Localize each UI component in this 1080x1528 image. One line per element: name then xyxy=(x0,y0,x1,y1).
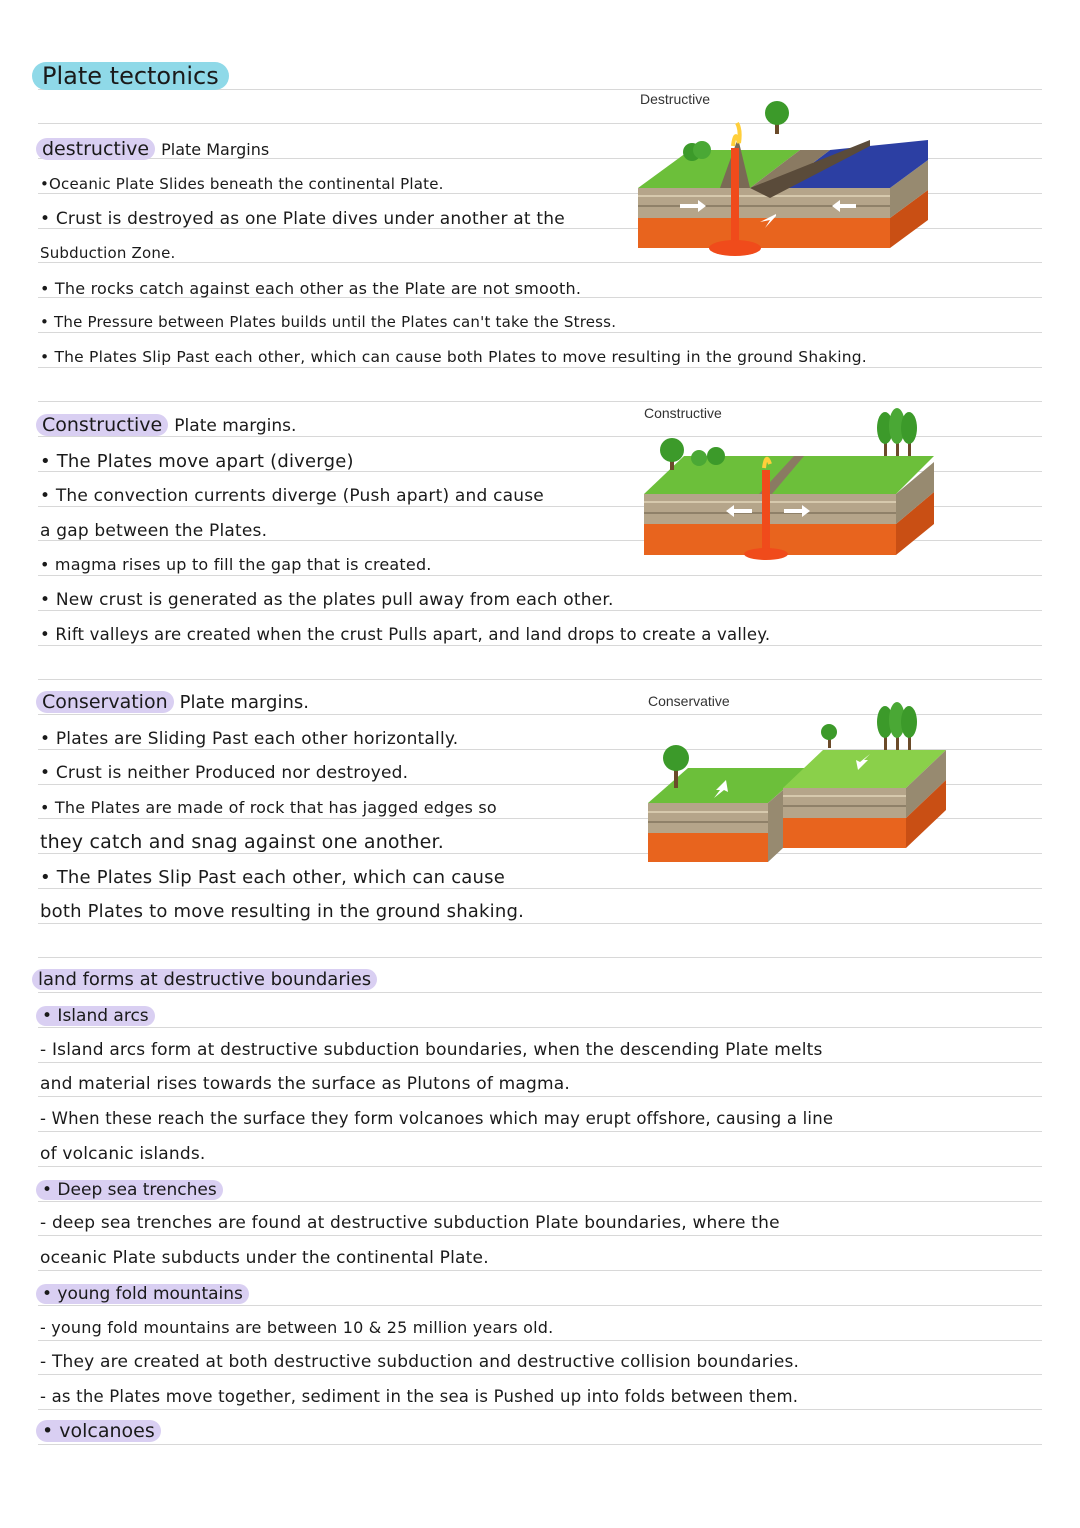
destructive-diagram-label: Destructive xyxy=(640,91,711,107)
conservative-diagram xyxy=(608,688,1008,868)
fold-mountains-label-text: • young fold mountains xyxy=(36,1284,249,1304)
island-arcs-line-4: of volcanic islands. xyxy=(40,1144,206,1164)
constructive-line-1: • The Plates move apart (diverge) xyxy=(40,451,354,472)
landforms-heading-text: land forms at destructive boundaries xyxy=(32,969,377,990)
conservative-line-3: • The Plates are made of rock that has jagged edges so xyxy=(40,798,497,817)
landforms-heading xyxy=(32,968,377,990)
destructive-line-1: •Oceanic Plate Slides beneath the continental Plate. xyxy=(40,175,444,193)
fold-mountains-line-1: - young fold mountains are between 10 & 25 million years old. xyxy=(40,1318,554,1337)
destructive-line-5: • The Pressure between Plates builds until the Plates can't take the Stress. xyxy=(40,313,617,331)
conservative-line-4: they catch and snag against one another. xyxy=(40,831,445,853)
constructive-line-4: • magma rises up to fill the gap that is created. xyxy=(40,555,432,574)
fold-mountains-line-3: - as the Plates move together, sediment in the sea is Pushed up into folds between them. xyxy=(40,1387,799,1406)
destructive-heading-rest: Plate Margins xyxy=(161,140,270,159)
conservative-diagram-svg xyxy=(608,688,1008,868)
conservative-heading xyxy=(36,691,309,713)
trenches-line-2: oceanic Plate subducts under the continental Plate. xyxy=(40,1248,489,1268)
destructive-line-6: • The Plates Slip Past each other, which can cause both Plates to move resulting in the ground Shaking. xyxy=(40,348,867,366)
trenches-line-1: - deep sea trenches are found at destructive subduction Plate boundaries, where the xyxy=(40,1213,780,1233)
conservative-heading-highlight: Conservation xyxy=(36,691,174,713)
deep-sea-trenches-label-text: • Deep sea trenches xyxy=(36,1180,223,1200)
page-title xyxy=(32,62,229,90)
conservative-line-1: • Plates are Sliding Past each other horizontally. xyxy=(40,729,459,749)
island-arcs-line-2: and material rises towards the surface as Plutons of magma. xyxy=(40,1074,570,1094)
island-arcs-label xyxy=(36,1004,155,1026)
constructive-diagram xyxy=(604,400,1008,570)
destructive-line-2: • Crust is destroyed as one Plate dives under another at the xyxy=(40,209,565,229)
constructive-heading-rest: Plate margins. xyxy=(174,416,297,436)
page-title-text: Plate tectonics xyxy=(32,62,229,90)
island-arcs-label-text: • Island arcs xyxy=(36,1006,155,1026)
destructive-diagram xyxy=(600,88,1000,258)
constructive-line-6: • Rift valleys are created when the crust Pulls apart, and land drops to create a valley. xyxy=(40,625,771,644)
fold-mountains-label xyxy=(36,1282,249,1304)
constructive-diagram-label: Constructive xyxy=(644,405,722,421)
constructive-line-2: • The convection currents diverge (Push apart) and cause xyxy=(40,486,544,506)
volcanoes-label xyxy=(36,1420,161,1442)
destructive-diagram-svg xyxy=(600,88,1000,258)
constructive-heading xyxy=(36,414,296,436)
conservative-line-5: • The Plates Slip Past each other, which can cause xyxy=(40,867,505,888)
volcanoes-label-text: • volcanoes xyxy=(36,1420,161,1442)
fold-mountains-line-2: - They are created at both destructive subduction and destructive collision boundaries. xyxy=(40,1352,800,1372)
conservative-line-2: • Crust is neither Produced nor destroyed. xyxy=(40,763,409,783)
conservative-line-6: both Plates to move resulting in the ground shaking. xyxy=(40,901,525,922)
conservative-heading-rest: Plate margins. xyxy=(179,692,309,713)
constructive-heading-highlight: Constructive xyxy=(36,414,168,436)
destructive-heading xyxy=(36,138,269,160)
island-arcs-line-1: - Island arcs form at destructive subduction boundaries, when the descending Plate melts xyxy=(40,1040,823,1060)
destructive-line-4: • The rocks catch against each other as the Plate are not smooth. xyxy=(40,279,582,298)
constructive-line-5: • New crust is generated as the plates pull away from each other. xyxy=(40,590,614,610)
deep-sea-trenches-label xyxy=(36,1178,223,1200)
conservative-diagram-label: Conservative xyxy=(648,693,730,709)
destructive-line-3: Subduction Zone. xyxy=(40,244,176,262)
destructive-heading-highlight: destructive xyxy=(36,138,155,160)
island-arcs-line-3: - When these reach the surface they form volcanoes which may erupt offshore, causing a line xyxy=(40,1109,834,1128)
constructive-line-3: a gap between the Plates. xyxy=(40,521,268,541)
constructive-diagram-svg xyxy=(604,400,1008,570)
